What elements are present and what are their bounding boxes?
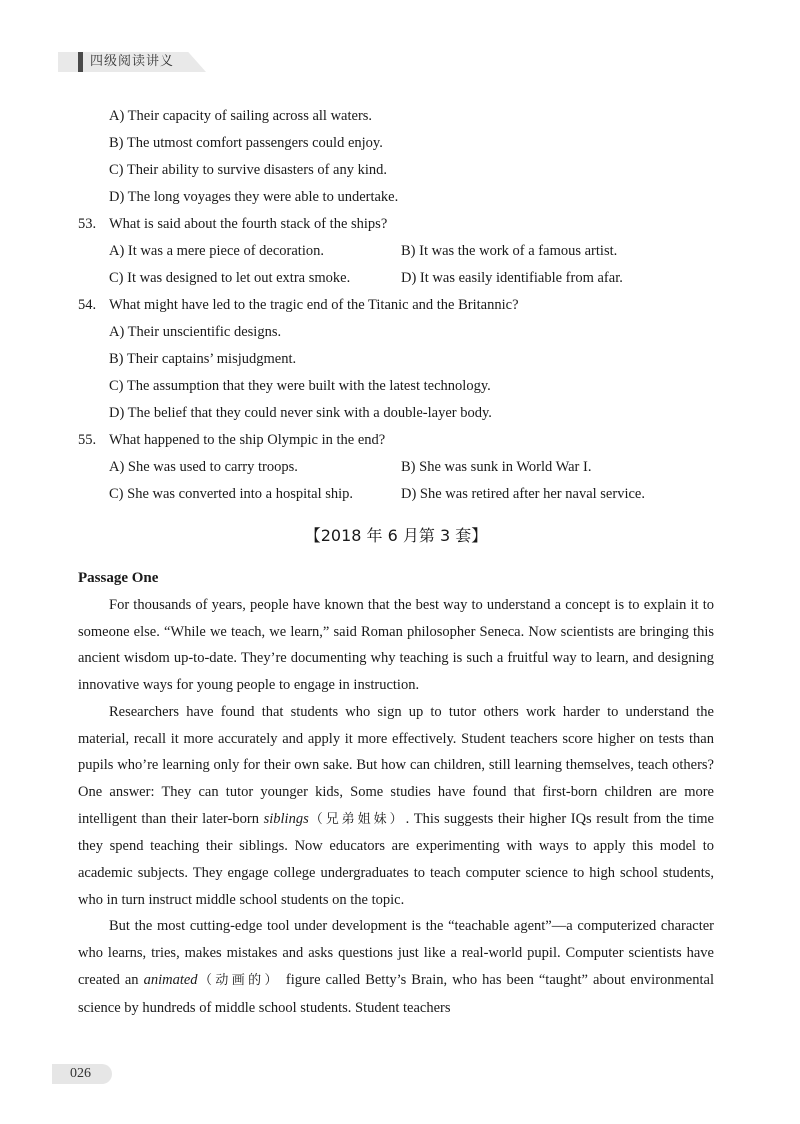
- q55-option-a: A) She was used to carry troops.: [109, 459, 298, 475]
- question-number: 55.: [78, 432, 97, 448]
- section-title: 【2018 年 6 月第 3 套】: [304, 526, 488, 545]
- paragraph-3: [78, 913, 714, 1021]
- question-text: What is said about the fourth stack of the ships?: [109, 216, 388, 232]
- paragraph-2: [78, 699, 714, 914]
- q53-option-b: B) It was the work of a famous artist.: [401, 243, 618, 259]
- q53-option-d: D) It was easily identifiable from afar.: [401, 270, 623, 286]
- question-54: [78, 292, 714, 319]
- q53-options-row1: [78, 238, 714, 265]
- header-mark: [78, 52, 83, 72]
- term-gloss: （动画的）: [197, 972, 281, 988]
- paragraph-2-text-a: Researchers have found that students who sign up to tutor others work harder to understand the material, recall it more accurately and apply it more effectively. Student teachers score higher on tests than pupils who’re learning only for their own sake. But how can children, still learning themselves, teach others? One answer: They can tutor younger kids, Some studies have found that first-born children are more intelligent than their later-born: [78, 703, 714, 827]
- paragraph-3-text-a: But the most cutting-edge tool under development is the “teachable agent”—a computerized character who learns, tries, makes mistakes and asks questions just like a real-world pupil. Computer scientists have created an: [78, 918, 714, 988]
- question-text: What might have led to the tragic end of the Titanic and the Britannic?: [109, 297, 519, 313]
- question-number: 54.: [78, 297, 97, 313]
- q54-option-d: D) The belief that they could never sink with a double-layer body.: [109, 405, 492, 421]
- paragraph-3-text-b: figure called Betty’s Brain, who has been “taught” about environmental science by hundreds of middle school students. Student teachers: [78, 971, 714, 1016]
- q54-option-b: B) Their captains’ misjudgment.: [109, 351, 297, 367]
- glossed-term: siblings: [263, 810, 309, 827]
- term-gloss: （兄弟姐妹）: [308, 811, 406, 827]
- question-53: [78, 211, 714, 238]
- q53-option-c: C) It was designed to let out extra smoke.: [109, 270, 351, 286]
- running-header: 四级阅读讲义: [90, 54, 175, 69]
- question-text: What happened to the ship Olympic in the end?: [109, 432, 386, 448]
- passage-title: Passage One: [78, 570, 159, 586]
- q52-option-d: D) The long voyages they were able to undertake.: [109, 189, 399, 205]
- q55-option-d: D) She was retired after her naval service.: [401, 486, 645, 502]
- page-content: [78, 103, 714, 1021]
- q54-option-a: A) Their unscientific designs.: [109, 324, 282, 340]
- paragraph-2-text-b: . This suggests their higher IQs result from the time they spend teaching their siblings. Now educators are experimenting with ways to apply this model to academic subjects. They engage college undergraduates to teach computer science to high school students, who in turn instruct middle school students on the topic.: [78, 810, 714, 908]
- page-number: 026: [70, 1066, 91, 1081]
- q55-options-row2: [78, 481, 714, 508]
- q55-option-b: B) She was sunk in World War I.: [401, 459, 592, 475]
- question-number: 53.: [78, 216, 97, 232]
- q55-options-row1: [78, 454, 714, 481]
- q54-option-c: C) The assumption that they were built with the latest technology.: [109, 378, 491, 394]
- q55-option-c: C) She was converted into a hospital ship.: [109, 486, 354, 502]
- q52-option-b: B) The utmost comfort passengers could enjoy.: [109, 135, 383, 151]
- q53-options-row2: [78, 265, 714, 292]
- question-55: [78, 427, 714, 454]
- glossed-term: animated: [143, 971, 198, 988]
- paragraph-1: For thousands of years, people have known that the best way to understand a concept is to explain it to someone else. “While we teach, we learn,” said Roman philosopher Seneca. Now scientists are bringing this ancient wisdom up-to-date. They’re documenting why teaching is such a fruitful way to learn, and designing innovative ways for young people to engage in instruction.: [78, 597, 714, 694]
- q52-option-c: C) Their ability to survive disasters of any kind.: [109, 162, 388, 178]
- q52-option-a: A) Their capacity of sailing across all waters.: [109, 108, 373, 124]
- q53-option-a: A) It was a mere piece of decoration.: [109, 243, 324, 259]
